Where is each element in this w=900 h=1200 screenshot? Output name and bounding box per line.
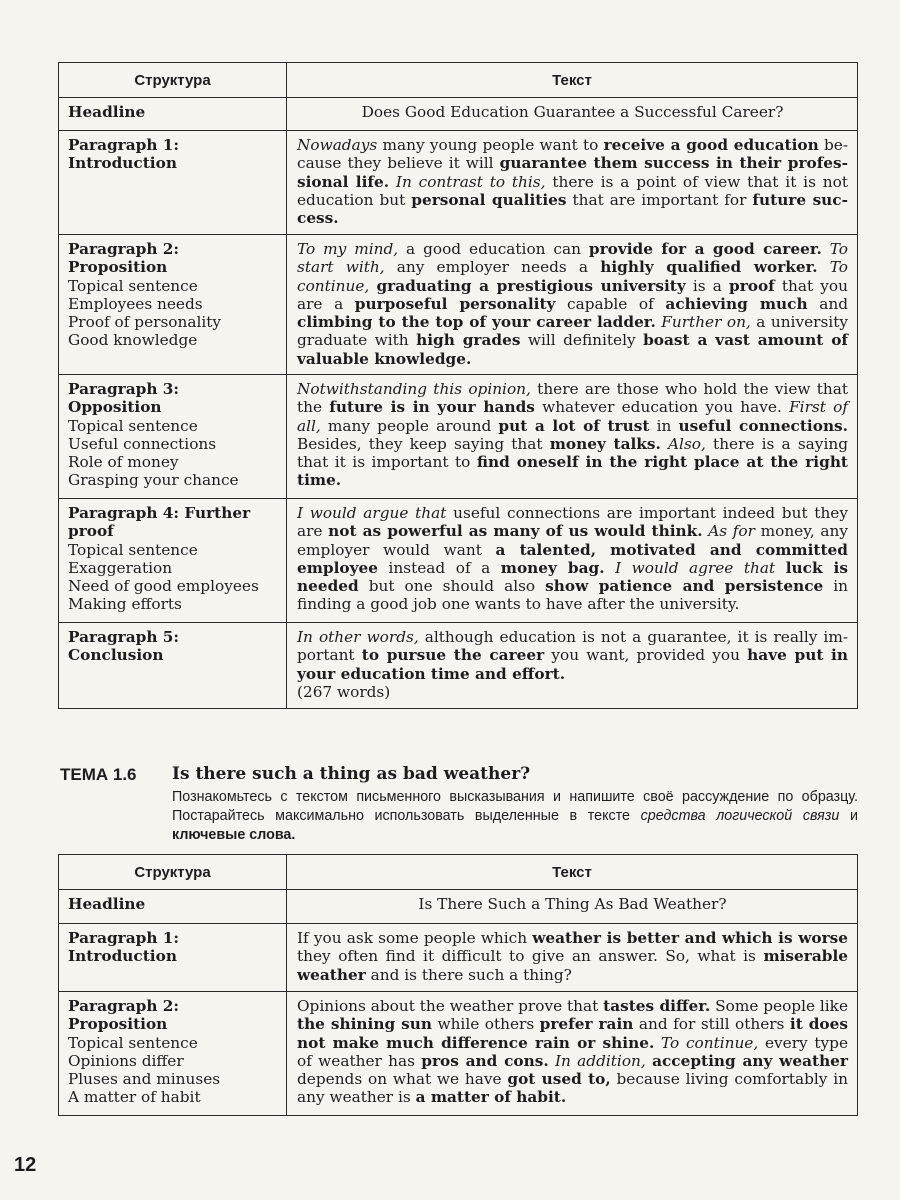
topic-title: Is there such a thing as bad weather? [172,764,531,784]
topic-number: ТЕМА 1.6 [60,765,137,784]
row-label: Paragraph 2: Proposition [68,240,180,277]
row-label: Paragraph 2: Proposition [68,997,180,1034]
structure-cell [59,131,287,235]
structure-cell [59,890,287,924]
column-header-text: Текст [287,63,858,98]
headline-cell [287,98,858,131]
row-label: Headline [68,895,146,913]
sub-label: Topical sentence [68,276,198,295]
table-row [59,235,858,375]
table-row [59,131,858,235]
paragraph-text: I would argue that useful connections are important indeed but they are not as powerful as many of us would think. As for money, any employer would want a talented, motivated and committed employee instead of a money bag. I would agree that luck is needed but one should also show patience and persistence in finding a good job one wants to have after the university. [287,499,858,623]
table-row [59,98,858,131]
headline-cell [287,890,858,924]
table-row [59,992,858,1116]
row-label: Paragraph 1: Introduction [68,136,180,173]
table-row [59,499,858,623]
sub-label: Opinions differ [68,1051,184,1070]
sub-label: Grasping your chance [68,471,239,490]
sub-label: Exaggeration [68,558,173,577]
row-label: Paragraph 5: Conclusion [68,628,180,665]
sub-label: Good knowledge [68,331,198,350]
headline-text: Does Good Education Guarantee a Successful Career? [361,103,784,121]
paragraph-text: To my mind, a good education can provide for a good career. To start with, any employer needs a highly qualified worker. To continue, graduating a prestigious university is a proof that you are a purposeful personality capable of achieving much and climbing to the top of your career ladder. Further on, a university graduate with high grades will definitely boast a vast amount of valuable knowledge. [287,235,858,375]
structure-cell [59,623,287,709]
column-header-structure: Структура [59,855,287,890]
row-label: Paragraph 1: Introduction [68,929,180,966]
topic-instruction: Познакомьтесь с текстом письменного высказывания и напишите своё рассуждение по образцу. Постарайтесь максимально использовать выделенные в тексте средства логической связи и ключевые слова. [172,789,858,843]
sub-label: Role of money [68,453,179,472]
sub-label: Pluses and minuses [68,1070,221,1089]
sub-label: Employees needs [68,294,203,313]
column-header-text: Текст [287,855,858,890]
sub-label: Need of good employees [68,577,259,596]
paragraph-text: In other words, although education is not a guarantee, it is really important to pursue the career you want, provided you have put in your education time and effort. (267 words) [287,623,858,709]
sub-label: Topical sentence [68,416,198,435]
structure-cell [59,924,287,992]
headline-text: Is There Such a Thing As Bad Weather? [418,895,727,913]
row-label: Headline [68,103,146,121]
row-label: Paragraph 4: Further proof [68,504,251,541]
structure-cell [59,375,287,499]
table-header-row [59,63,858,98]
structure-cell [59,499,287,623]
paragraph-text: If you ask some people which weather is better and which is worse they often find it difficult to give an answer. So, what is miserable weather and is there such a thing? [287,924,858,992]
sub-label: Topical sentence [68,1033,198,1052]
structure-table-career [58,62,858,709]
sub-label: Making efforts [68,595,182,614]
table-header-row [59,855,858,890]
structure-cell [59,992,287,1116]
table-row [59,890,858,924]
paragraph-text: Nowadays many young people want to receive a good education because they believe it will guarantee them success in their professional life. In contrast to this, there is a point of view that it is not education but personal qualities that are important for future success. [287,131,858,235]
paragraph-text: Notwithstanding this opinion, there are those who hold the view that the future is in your hands whatever education you have. First of all, many people around put a lot of trust in useful connections. Besides, they keep saying that money talks. Also, there is a saying that it is important to find oneself in the right place at the right time. [287,375,858,499]
row-label: Paragraph 3: Opposition [68,380,180,417]
paragraph-text: Opinions about the weather prove that tastes differ. Some people like the shining sun while others prefer rain and for still others it does not make much difference rain or shine. To continue, every type of weather has pros and cons. In addition, accepting any weather depends on what we have got used to, because living comfortably in any weather is a matter of habit. [287,992,858,1116]
table-row [59,375,858,499]
sub-label: Useful connections [68,434,217,453]
sub-label: Topical sentence [68,540,198,559]
sub-label: A matter of habit [68,1088,201,1107]
table-row [59,623,858,709]
structure-cell [59,98,287,131]
structure-cell [59,235,287,375]
page-number: 12 [14,1154,37,1176]
table-row [59,924,858,992]
sub-label: Proof of personality [68,313,222,332]
column-header-structure: Структура [59,63,287,98]
structure-table-weather [58,854,858,1116]
